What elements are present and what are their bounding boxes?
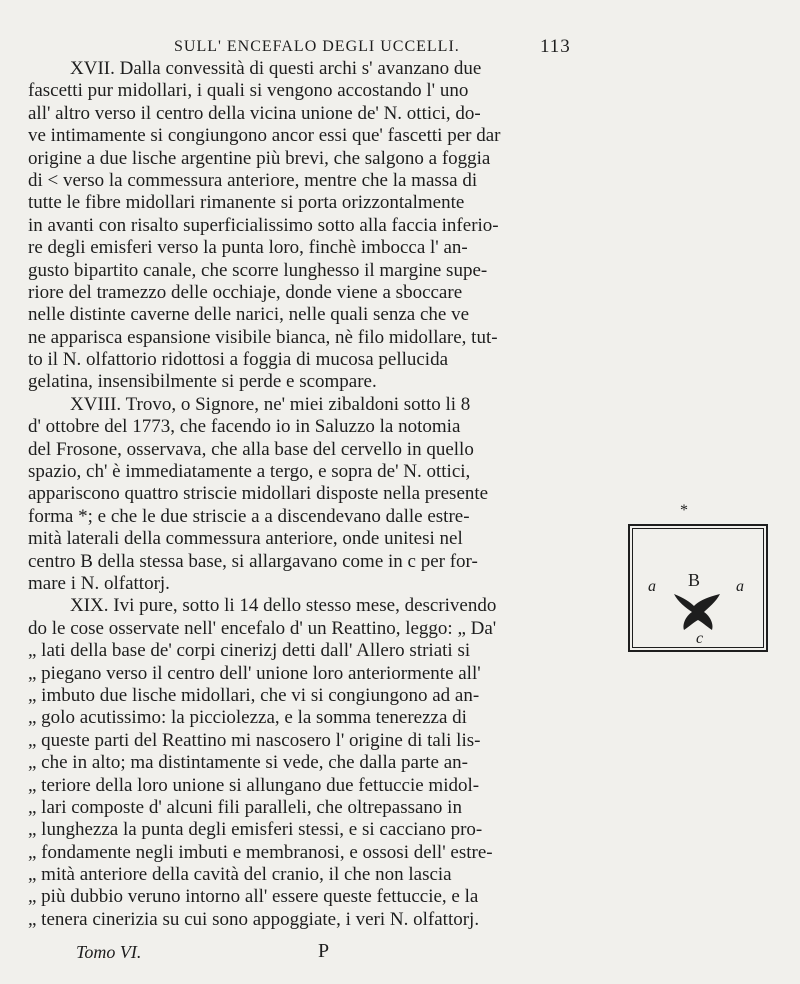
text-line: all' altro verso il centro della vicina unione de' N. ottici, do- [28,102,481,124]
text-line: „ lari composte d' alcuni fili paralleli, che oltrepassano in [28,796,462,818]
medullary-striae-shape [672,592,724,632]
label-a-right: a [736,578,744,595]
text-line: ve intimamente si congiungono ancor essi que' fascetti per dar [28,125,501,147]
text-line: in avanti con risalto superficialissimo sotto alla faccia inferio- [28,214,499,236]
main-text [28,58,628,931]
text-line: XVII. Dalla convessità di questi archi s' avanzano due [70,58,482,79]
text-line: „ teriore della loro unione si allungano due fettuccie midol- [28,774,480,796]
text-line: origine a due lische argentine più brevi, che salgono a foggia [28,147,491,169]
label-c: c [696,630,704,647]
text-line: „ piegano verso il centro dell' unione loro anteriormente all' [28,662,481,684]
text-line: riore del tramezzo delle occhiaje, donde viene a sboccare [28,281,463,303]
text-line: gelatina, insensibilmente si perde e scompare. [28,371,377,393]
text-line: appariscono quattro striscie midollari disposte nella presente [28,483,489,505]
text-line: „ che in alto; ma distintamente si vede, che dalla parte an- [28,752,468,774]
running-head: SULL' ENCEFALO DEGLI UCCELLI. [174,38,460,55]
text-line: re degli emisferi verso la punta loro, finchè imbocca l' an- [28,237,468,259]
text-line: mare i N. olfattorj. [28,572,170,594]
page-number: 113 [540,36,571,57]
text-line: nelle distinte caverne delle narici, nelle quali senza che ve [28,304,470,326]
text-line: „ lunghezza la punta degli emisferi stessi, e si cacciano pro- [28,819,483,841]
text-line: XIX. Ivi pure, sotto li 14 dello stesso mese, descrivendo [70,595,497,617]
text-line: di < verso la commessura anteriore, mentre che la massa di [28,169,478,191]
page-header [70,36,610,60]
text-line: fascetti pur midollari, i quali si vengono accostando l' uno [28,80,469,102]
text-line: centro B della stessa base, si allargavano come in c per for- [28,550,478,572]
label-B: B [688,570,701,590]
text-line: „ fondamente negli imbuti e membranosi, e ossosi dell' estre- [28,841,493,863]
label-a-left: a [648,578,656,595]
text-line: „ mità anteriore della cavità del cranio, il che non lascia [28,864,452,886]
signature-mark: P [318,940,330,962]
brain-diagram-figure [628,502,768,654]
text-line: gusto bipartito canale, che scorre lunghesso il margine supe- [28,259,488,281]
text-line: „ imbuto due lische midollari, che vi si congiungono ad an- [28,684,480,706]
text-line: tutte le fibre midollari rimanente si porta orizzontalmente [28,192,465,214]
text-line: spazio, ch' è immediatamente a tergo, e sopra de' N. ottici, [28,461,471,483]
text-line: XVIII. Trovo, o Signore, ne' miei zibaldoni sotto li 8 [70,393,471,415]
text-line: „ queste parti del Reattino mi nascosero l' origine di tali lis- [28,729,481,751]
text-line: forma *; e che le due striscie a a discendevano dalle estre- [28,505,470,527]
text-line: „ più dubbio veruno intorno all' essere queste fettuccie, e la [28,886,479,908]
text-line: ne apparisca espansione visibile bianca, nè filo midollare, tut- [28,326,498,348]
text-line: mità laterali della commessura anteriore, onde unitesi nel [28,528,463,550]
text-line: d' ottobre del 1773, che facendo io in Saluzzo la notomia [28,416,461,438]
text-line: „ golo acutissimo: la picciolezza, e la somma tenerezza di [28,707,467,729]
text-line: do le cose osservate nell' encefalo d' un Reattino, leggo: „ Da' [28,617,497,639]
figure-marker: * [680,502,688,519]
figure-frame [628,524,768,652]
volume-label: Tomo VI. [76,942,142,962]
page-footer [70,938,610,966]
text-line: to il N. olfattorio ridottosi a foggia di mucosa pellucida [28,349,449,371]
text-line: „ lati della base de' corpi cinerizj detti dall' Allero striati si [28,640,471,662]
text-line: „ tenera cinerizia su cui sono appoggiate, i veri N. olfattorj. [28,908,480,930]
text-line: del Frosone, osservava, che alla base del cervello in quello [28,438,474,460]
